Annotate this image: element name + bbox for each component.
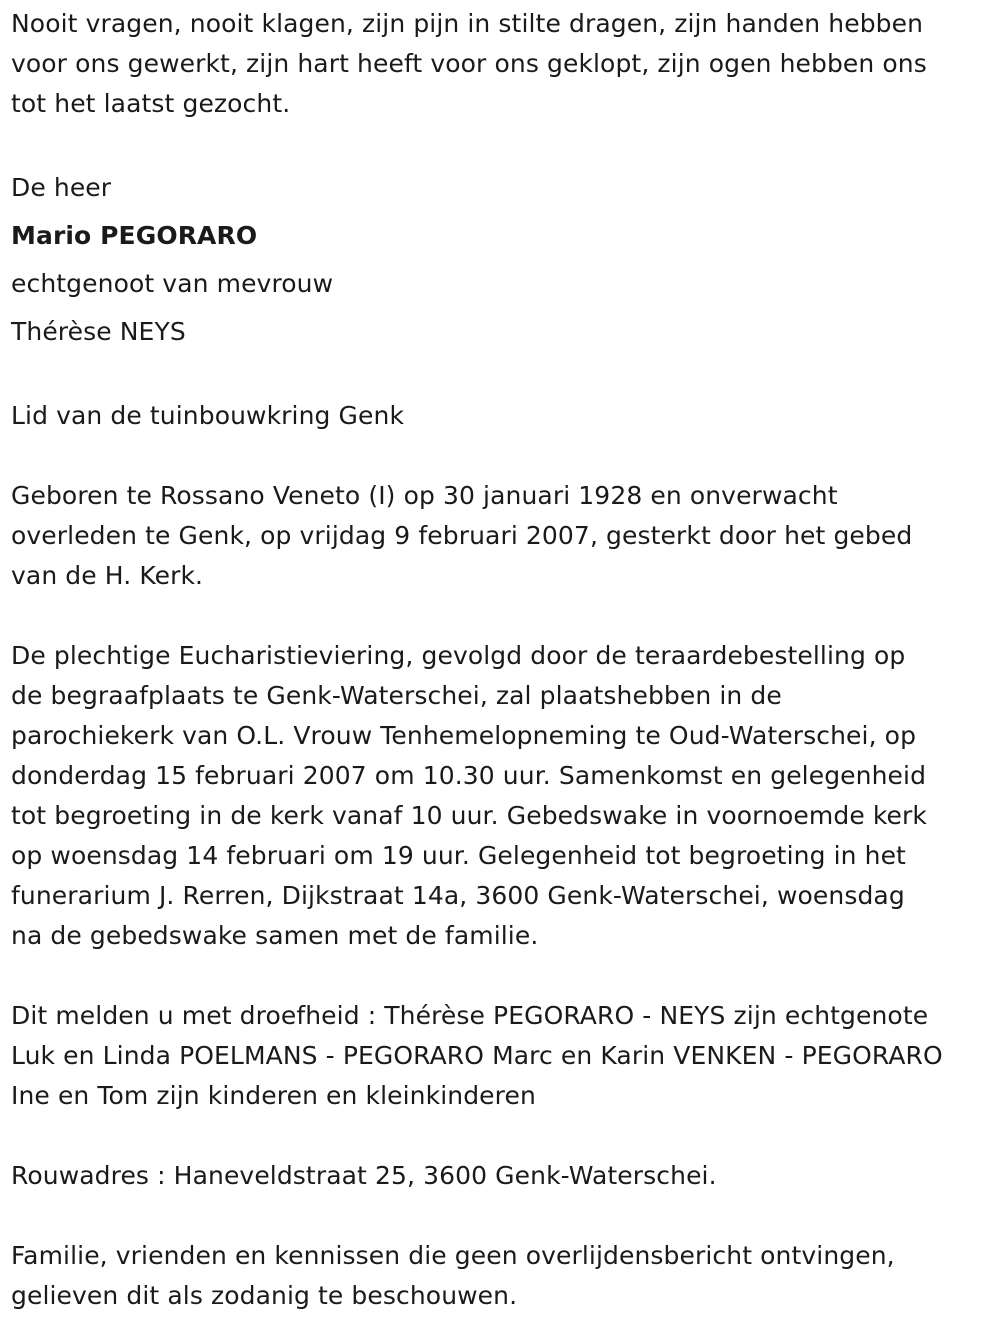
spacer — [11, 356, 996, 396]
poem-line: Nooit vragen, nooit klagen, zijn pijn in stilte dragen, zijn handen hebben — [11, 9, 924, 38]
poem-line: voor ons gewerkt, zijn hart heeft voor ons geklopt, zijn ogen hebben ons — [11, 49, 927, 78]
ceremony-line: tot begroeting in de kerk vanaf 10 uur. Gebedswake in voornoemde kerk — [11, 801, 927, 830]
membership-block — [11, 396, 996, 436]
ceremony-line: parochiekerk van O.L. Vrouw Tenhemelopneming te Oud-Waterschei, op — [11, 721, 917, 750]
obituary-document — [11, 4, 996, 1316]
poem-line: tot het laatst gezocht. — [11, 89, 291, 118]
birth-death-line: van de H. Kerk. — [11, 561, 204, 590]
ceremony-block — [11, 636, 996, 956]
spacer — [11, 1196, 996, 1236]
closing-line: gelieven dit als zodanig te beschouwen. — [11, 1281, 518, 1310]
relation: echtgenoot van mevrouw — [11, 269, 334, 298]
ceremony-line: na de gebedswake samen met de familie. — [11, 921, 539, 950]
mourning-address: Rouwadres : Haneveldstraat 25, 3600 Genk-Waterschei. — [11, 1161, 717, 1190]
spacer — [11, 436, 996, 476]
announcement-line: Luk en Linda POELMANS - PEGORARO Marc en Karin VENKEN - PEGORARO — [11, 1041, 943, 1070]
spacer — [11, 596, 996, 636]
deceased-block — [11, 164, 996, 356]
birth-death-line: Geboren te Rossano Veneto (I) op 30 januari 1928 en onverwacht — [11, 481, 838, 510]
announcement-line: Ine en Tom zijn kinderen en kleinkinderen — [11, 1081, 536, 1110]
closing-line: Familie, vrienden en kennissen die geen overlijdensbericht ontvingen, — [11, 1241, 895, 1270]
deceased-name: Mario PEGORARO — [11, 221, 258, 250]
spouse-name: Thérèse NEYS — [11, 317, 186, 346]
spacer — [11, 956, 996, 996]
spacer — [11, 1116, 996, 1156]
spacer — [11, 124, 996, 164]
opening-poem — [11, 4, 996, 124]
membership: Lid van de tuinbouwkring Genk — [11, 401, 405, 430]
birth-death-block — [11, 476, 996, 596]
ceremony-line: op woensdag 14 februari om 19 uur. Gelegenheid tot begroeting in het — [11, 841, 906, 870]
announcement-line: Dit melden u met droefheid : Thérèse PEGORARO - NEYS zijn echtgenote — [11, 1001, 929, 1030]
ceremony-line: donderdag 15 februari 2007 om 10.30 uur. Samenkomst en gelegenheid — [11, 761, 927, 790]
salutation: De heer — [11, 173, 112, 202]
address-block — [11, 1156, 996, 1196]
ceremony-line: De plechtige Eucharistieviering, gevolgd door de teraardebestelling op — [11, 641, 906, 670]
ceremony-line: funerarium J. Rerren, Dijkstraat 14a, 3600 Genk-Waterschei, woensdag — [11, 881, 905, 910]
closing-block — [11, 1236, 996, 1316]
birth-death-line: overleden te Genk, op vrijdag 9 februari 2007, gesterkt door het gebed — [11, 521, 913, 550]
ceremony-line: de begraafplaats te Genk-Waterschei, zal plaatshebben in de — [11, 681, 782, 710]
announcement-block — [11, 996, 996, 1116]
